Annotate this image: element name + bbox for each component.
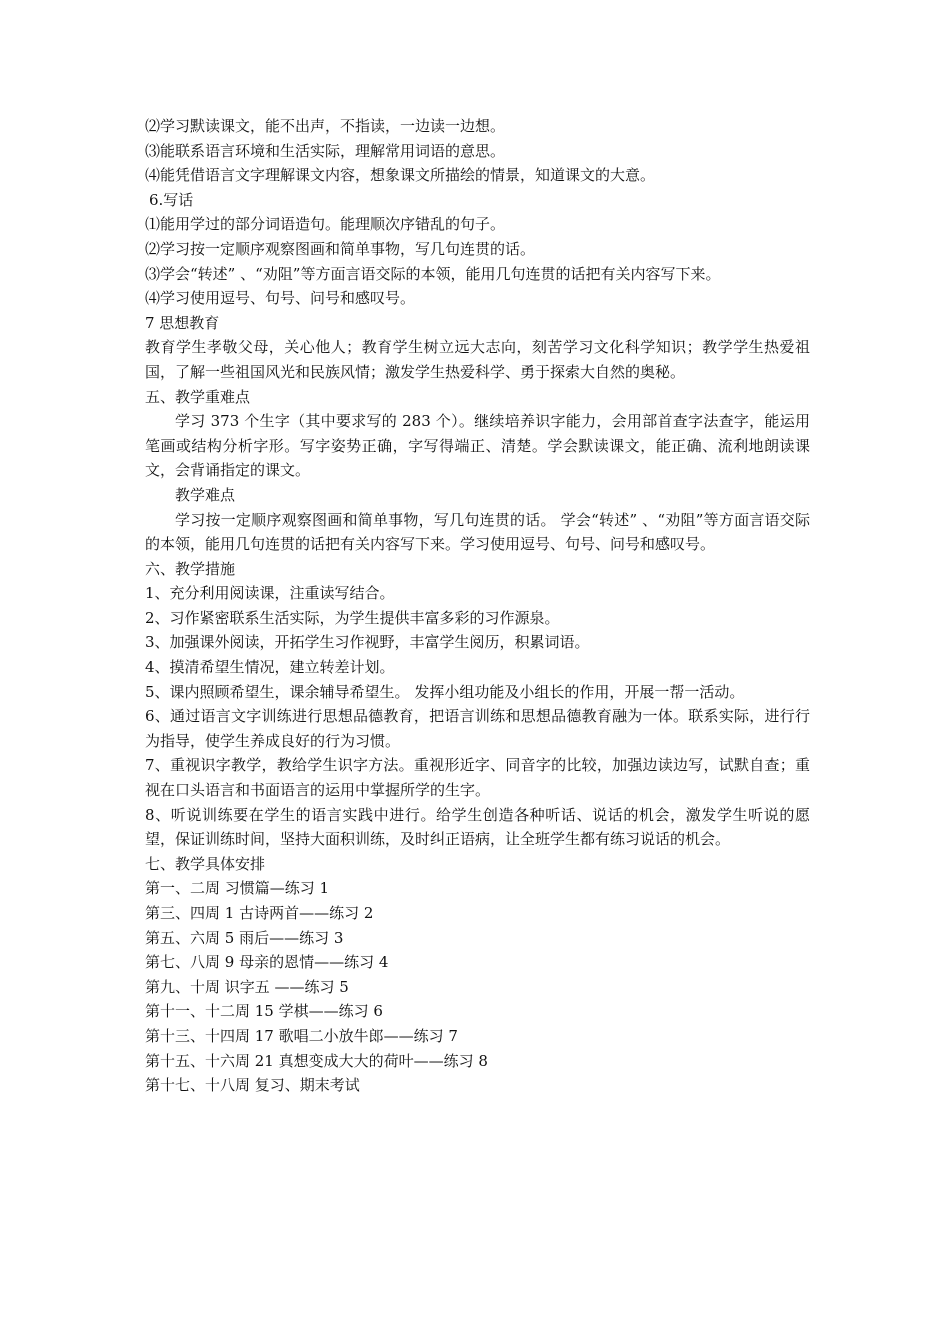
document-page [145, 114, 810, 1098]
writing-item-1: ⑴能用学过的部分词语造句。能理顺次序错乱的句子。 [145, 215, 506, 234]
measure-item: 8、听说训练要在学生的语言实践中进行。给学生创造各种听话、说话的机会，激发学生听说的愿望，保证训练时间，坚持大面积训练，及时纠正语病，让全班学生都有练习说话的机会。 [145, 805, 810, 849]
writing-item-4: ⑷学习使用逗号、句号、问号和感叹号。 [145, 289, 416, 308]
reading-item-4: ⑷能凭借语言文字理解课文内容，想象课文所描绘的情景，知道课文的大意。 [145, 166, 656, 185]
reading-item-2: ⑵学习默读课文，能不出声，不指读，一边读一边想。 [145, 117, 506, 135]
writing-item-2: ⑵学习按一定顺序观察图画和简单事物，写几句连贯的话。 [145, 239, 536, 258]
schedule-item: 第十三、十四周 17 歌唱二小放牛郎——练习 7 [145, 1026, 458, 1045]
schedule-heading: 七、教学具体安排 [145, 854, 266, 873]
schedule-item: 第十七、十八周 复习、期末考试 [145, 1076, 360, 1095]
schedule-item: 第三、四周 1 古诗两首——练习 2 [145, 904, 374, 922]
schedule-item: 第一、二周 习惯篇—练习 1 [145, 879, 330, 898]
difficulty-heading: 教学难点 [175, 485, 236, 504]
schedule-item: 第七、八周 9 母亲的恩情——练习 4 [145, 953, 389, 972]
measure-item: 4、摸清希望生情况，建立转差计划。 [145, 658, 395, 677]
measure-item: 3、加强课外阅读，开拓学生习作视野，丰富学生阅历，积累词语。 [145, 633, 590, 652]
schedule-item: 第五、六周 5 雨后——练习 3 [145, 928, 344, 947]
difficulty-text: 学习按一定顺序观察图画和简单事物，写几句连贯的话。 学会“转述” 、“劝阻”等方面言语交际的本领，能用几句连贯的话把有关内容写下来。学习使用逗号、句号、问号和感叹号。 [145, 510, 810, 554]
schedule-item: 第九、十周 识字五 ——练习 5 [145, 977, 349, 996]
reading-item-3: ⑶能联系语言环境和生活实际，理解常用词语的意思。 [145, 141, 506, 160]
measures-heading: 六、教学措施 [145, 559, 236, 578]
measure-item: 6、通过语言文字训练进行思想品德教育，把语言训练和思想品德教育融为一体。联系实际，进行行为指导，使学生养成良好的行为习惯。 [145, 707, 810, 750]
measure-item: 1、充分利用阅读课，注重读写结合。 [145, 584, 395, 603]
writing-heading: 6.写话 [149, 190, 194, 209]
key-points-heading: 五、教学重难点 [145, 387, 251, 406]
writing-item-3: ⑶学会“转述” 、“劝阻”等方面言语交际的本领，能用几句连贯的话把有关内容写下来。 [145, 264, 721, 283]
moral-text: 教育学生孝敬父母，关心他人；教育学生树立远大志向，刻苦学习文化科学知识；教学学生热爱祖国，了解一些祖国风光和民族风情；激发学生热爱科学、勇于探索大自然的奥秘。 [145, 338, 810, 381]
key-points-text: 学习 373 个生字（其中要求写的 283 个）。继续培养识字能力，会用部首查字法查字，能运用笔画或结构分析字形。写字姿势正确，字写得端正、清楚。学会默读课文，能正确、流利地朗读课文，会背诵指定的课文。 [145, 412, 810, 480]
moral-heading: 7 思想教育 [145, 313, 220, 332]
schedule-item: 第十一、十二周 15 学棋——练习 6 [145, 1002, 383, 1021]
measure-item: 2、习作紧密联系生活实际，为学生提供丰富多彩的习作源泉。 [145, 608, 560, 627]
measure-item: 5、课内照顾希望生，课余辅导希望生。 发挥小组功能及小组长的作用，开展一帮一活动。 [145, 682, 745, 701]
schedule-item: 第十五、十六周 21 真想变成大大的荷叶——练习 8 [145, 1051, 488, 1070]
measure-item: 7、重视识字教学，教给学生识字方法。重视形近字、同音字的比较，加强边读边写，试默自查；重视在口头语言和书面语言的运用中掌握所学的生字。 [145, 756, 810, 800]
